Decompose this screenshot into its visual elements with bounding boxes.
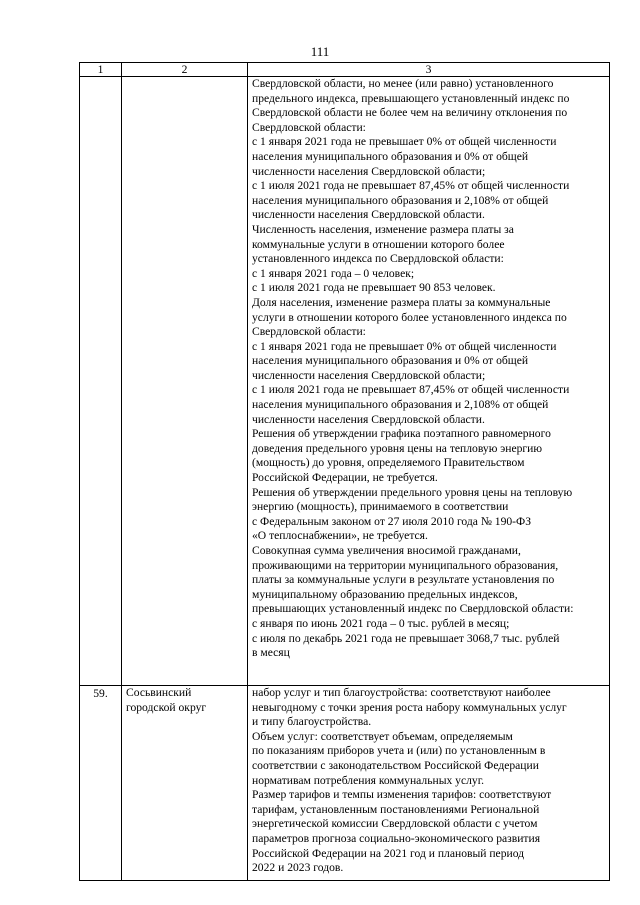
table-row — [80, 77, 610, 686]
description-line: численности населения Свердловской области; — [252, 164, 486, 178]
description-cell — [248, 686, 610, 881]
municipality-line: городской округ — [126, 700, 207, 714]
description-line: по показаниям приборов учета и (или) по установленным в — [252, 744, 546, 758]
description-line: Российской Федерации, не требуется. — [252, 471, 438, 485]
description-line: и типу благоустройства. — [252, 715, 372, 729]
description-line: Размер тарифов и темпы изменения тарифов: соответствуют — [252, 788, 552, 802]
page-number: 111 — [310, 44, 330, 59]
description-line: с 1 июля 2021 года не превышает 87,45% от общей численности — [252, 179, 570, 193]
description-line: с 1 июля 2021 года не превышает 90 853 человек. — [252, 281, 496, 295]
description-line: численности населения Свердловской области. — [252, 412, 485, 426]
description-line: коммунальные услуги в отношении которого более — [252, 237, 505, 251]
description-line: проживающими на территории муниципального образования, — [252, 558, 559, 572]
description-line: с января по июнь 2021 года – 0 тыс. рублей в месяц; — [252, 616, 510, 630]
description-line: невыгодному с точки зрения роста набору коммунальных услуг — [252, 700, 567, 714]
description-line: Решения об утверждении предельного уровня цены на тепловую — [252, 485, 573, 499]
description-line: превышающих установленный индекс по Свердловской области: — [252, 602, 574, 616]
description-line: доведения предельного уровня цены на тепловую энергию — [252, 441, 543, 455]
description-line: Свердловской области, но менее (или равно) установленного — [252, 77, 554, 90]
description-line: установленного индекса по Свердловской области: — [252, 252, 504, 266]
description-line: Свердловской области не более чем на величину отклонения по — [252, 106, 568, 120]
description-line: 2022 и 2023 годов. — [252, 861, 344, 875]
description-line: услуги в отношении которого более установленного индекса по — [252, 310, 567, 324]
description-line: численности населения Свердловской области. — [252, 208, 485, 222]
description-line: предельного индекса, превышающего установленный индекс по — [252, 91, 570, 105]
description-line: платы за коммунальные услуги в результате установления по — [252, 573, 555, 587]
description-line: энергетической комиссии Свердловской области с учетом — [252, 817, 538, 831]
row-number-cell: 59. — [80, 686, 122, 881]
column-header-1: 1 — [80, 63, 122, 77]
description-line: Российской Федерации на 2021 год и плановый период — [252, 846, 525, 860]
description-line: «О теплоснабжении», не требуется. — [252, 529, 428, 543]
description-line: с 1 января 2021 года не превышает 0% от общей численности — [252, 339, 557, 353]
tariff-table — [79, 62, 610, 881]
description-line: Совокупная сумма увеличения вносимой гражданами, — [252, 544, 521, 557]
description-line: Численность населения, изменение размера платы за — [252, 222, 514, 236]
description-line: численности населения Свердловской области; — [252, 368, 486, 382]
description-line: населения муниципального образования и 0% от общей — [252, 354, 529, 368]
description-line: с 1 января 2021 года – 0 человек; — [252, 266, 415, 280]
description-line: населения муниципального образования и 0% от общей — [252, 149, 529, 163]
description-line: с 1 января 2021 года не превышает 0% от общей численности — [252, 135, 557, 149]
description-line: Решения об утверждении графика поэтапного равномерного — [252, 427, 551, 441]
description-line: Свердловской области: — [252, 120, 366, 134]
column-header-2: 2 — [122, 63, 248, 77]
description-line: с 1 июля 2021 года не превышает 87,45% от общей численности — [252, 383, 570, 397]
description-line: Доля населения, изменение размера платы за коммунальные — [252, 295, 551, 309]
description-line: населения муниципального образования и 2,108% от общей — [252, 193, 549, 207]
description-line: тарифам, установленным постановлениями Региональной — [252, 802, 540, 816]
description-line: населения муниципального образования и 2,108% от общей — [252, 398, 549, 412]
description-line: соответствии с законодательством Российской Федерации — [252, 758, 539, 772]
row-number-cell — [80, 77, 122, 686]
description-line: (мощность) до уровня, определяемого Правительством — [252, 456, 525, 470]
description-line: с июля по декабрь 2021 года не превышает 3068,7 тыс. рублей — [252, 631, 560, 645]
description-line: Объем услуг: соответствует объемам, определяемым — [252, 729, 513, 743]
table-row — [80, 686, 610, 881]
description-line: муниципальному образованию предельных индексов, — [252, 587, 518, 601]
municipality-cell — [122, 686, 248, 881]
description-line: в месяц — [252, 646, 290, 660]
description-line: параметров прогноза социально-экономического развития — [252, 831, 541, 845]
description-line: Свердловской области: — [252, 325, 366, 339]
description-line: с Федеральным законом от 27 июля 2010 года № 190-ФЗ — [252, 514, 532, 528]
municipality-cell — [122, 77, 248, 686]
municipality-line: Сосьвинский — [126, 686, 192, 699]
description-line: энергию (мощность), принимаемого в соответствии — [252, 500, 509, 514]
description-line: набор услуг и тип благоустройства: соответствуют наиболее — [252, 686, 551, 699]
column-header-3: 3 — [248, 63, 610, 77]
header-row — [80, 63, 610, 77]
description-cell — [248, 77, 610, 686]
description-line: нормативам потребления коммунальных услуг. — [252, 773, 485, 787]
